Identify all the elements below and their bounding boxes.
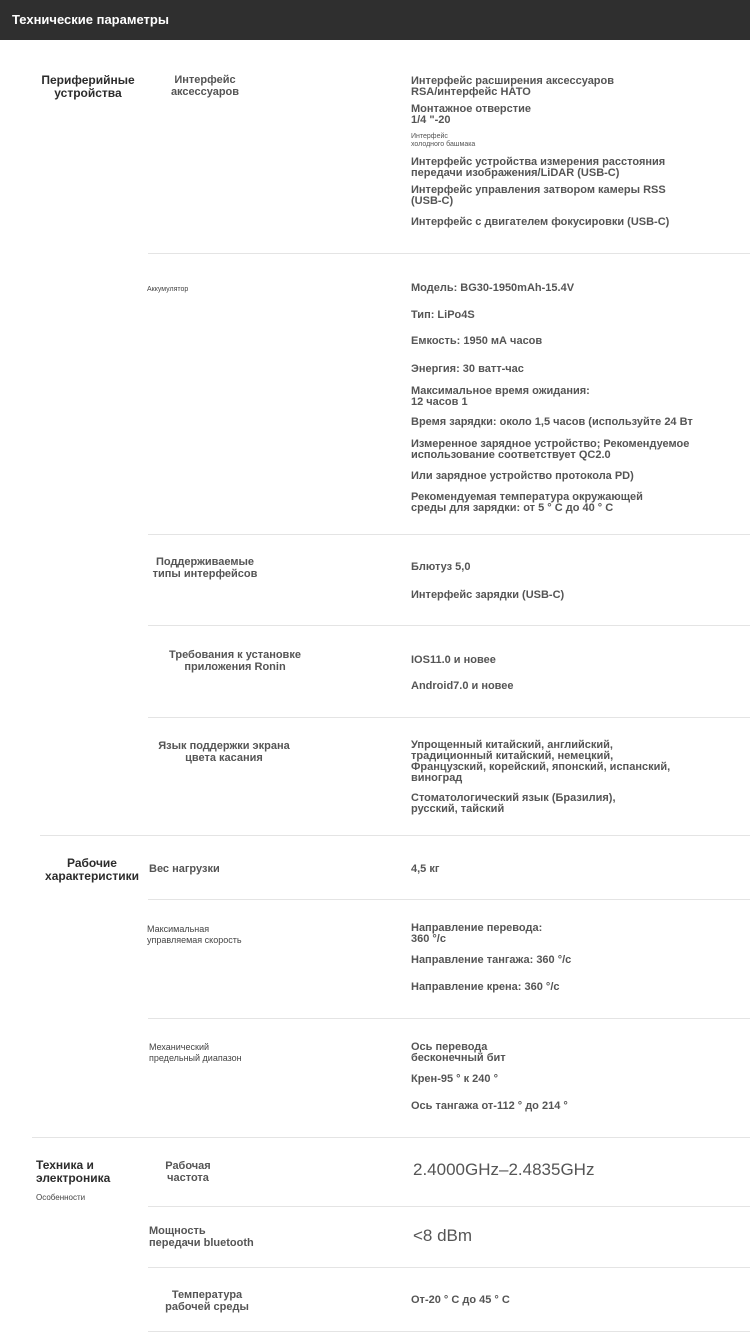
label-speed: Максимальная управляемая скорость bbox=[147, 924, 242, 945]
row-divider bbox=[148, 253, 750, 254]
value-accessory-1: Интерфейс расширения аксессуаров RSA/интерфейс НАТО bbox=[411, 75, 615, 98]
label-temperature: Температура рабочей среды bbox=[165, 1289, 249, 1313]
value-accessory-3: Интерфейс холодного башмака bbox=[411, 133, 476, 148]
row-divider bbox=[148, 717, 750, 718]
value-speed-1: Направление перевода: 360 °/с bbox=[411, 922, 543, 945]
section-divider bbox=[40, 835, 750, 836]
row-divider bbox=[148, 625, 750, 626]
row-divider bbox=[148, 1267, 750, 1268]
value-battery-7: Измеренное зарядное устройство; Рекомендуемое использование соответствует QC2.0 bbox=[411, 438, 690, 461]
value-range-1: Ось перевода бесконечный бит bbox=[411, 1041, 506, 1064]
label-frequency: Рабочая частота bbox=[165, 1160, 211, 1184]
value-accessory-4: Интерфейс устройства измерения расстояния передачи изображения/LiDAR (USB-C) bbox=[411, 156, 666, 179]
value-accessory-2: Монтажное отверстие 1/4 "-20 bbox=[411, 103, 532, 126]
page-header bbox=[0, 0, 750, 40]
value-range-2: Крен-95 ° к 240 ° bbox=[411, 1073, 498, 1085]
category-performance: Рабочие характеристики bbox=[45, 856, 139, 883]
value-accessory-6: Интерфейс с двигателем фокусировки (USB-C) bbox=[411, 216, 670, 228]
value-speed-3: Направление крена: 360 °/с bbox=[411, 981, 560, 993]
value-interfaces-2: Интерфейс зарядки (USB-C) bbox=[411, 589, 565, 601]
row-divider bbox=[148, 1206, 750, 1207]
value-app-1: IOS11.0 и новее bbox=[411, 654, 496, 666]
category-electronics: Техника и электроника bbox=[36, 1158, 111, 1185]
value-battery-1: Модель: BG30-1950mAh-15.4V bbox=[411, 282, 575, 294]
value-battery-5: Максимальное время ожидания: 12 часов 1 bbox=[411, 385, 590, 408]
value-accessory-5: Интерфейс управления затвором камеры RSS (USB-C) bbox=[411, 184, 666, 207]
value-app-2: Android7.0 и новее bbox=[411, 680, 514, 692]
row-divider bbox=[148, 534, 750, 535]
value-battery-4: Энергия: 30 ватт-час bbox=[411, 363, 524, 375]
value-bt-power-1: <8 dBm bbox=[413, 1226, 473, 1245]
value-battery-9: Рекомендуемая температура окружающей среды для зарядки: от 5 ° C до 40 ° C bbox=[411, 491, 643, 514]
label-range: Механический предельный диапазон bbox=[149, 1042, 242, 1063]
row-divider bbox=[148, 1018, 750, 1019]
label-payload: Вес нагрузки bbox=[149, 863, 220, 875]
value-payload-1: 4,5 кг bbox=[411, 863, 440, 875]
value-battery-2: Тип: LiPo4S bbox=[411, 309, 475, 321]
label-accessory: Интерфейс аксессуаров bbox=[170, 74, 240, 98]
category-electronics-sub: Особенности bbox=[36, 1193, 86, 1202]
label-app: Требования к установке приложения Ronin bbox=[169, 649, 301, 673]
value-range-3: Ось тангажа от-112 ° до 214 ° bbox=[411, 1100, 568, 1112]
value-frequency-1: 2.4000GHz–2.4835GHz bbox=[413, 1160, 595, 1179]
label-interfaces: Поддерживаемые типы интерфейсов bbox=[152, 556, 258, 580]
section-divider bbox=[32, 1137, 750, 1138]
label-bt-power: Мощность передачи bluetooth bbox=[149, 1225, 254, 1249]
value-speed-2: Направление тангажа: 360 °/с bbox=[411, 954, 572, 966]
row-divider bbox=[148, 1331, 750, 1332]
value-language-2: Стоматологический язык (Бразилия), русский, тайский bbox=[411, 792, 616, 815]
value-interfaces-1: Блютуз 5,0 bbox=[411, 561, 471, 573]
value-battery-6: Время зарядки: около 1,5 часов (используйте 24 Вт bbox=[411, 416, 693, 428]
label-battery: Аккумулятор bbox=[147, 286, 189, 293]
value-temperature-1: От-20 ° C до 45 ° C bbox=[411, 1294, 510, 1306]
label-language: Язык поддержки экрана цвета касания bbox=[158, 740, 290, 764]
page-title: Технические параметры bbox=[12, 12, 169, 27]
category-peripheral: Периферийные устройства bbox=[41, 73, 135, 100]
value-battery-8: Или зарядное устройство протокола PD) bbox=[411, 470, 634, 482]
value-language-1: Упрощенный китайский, английский, традиционный китайский, немецкий, Французский, корейский, японский, испанский, виноград bbox=[411, 739, 671, 784]
row-divider bbox=[148, 899, 750, 900]
value-battery-3: Емкость: 1950 мА часов bbox=[411, 335, 543, 347]
